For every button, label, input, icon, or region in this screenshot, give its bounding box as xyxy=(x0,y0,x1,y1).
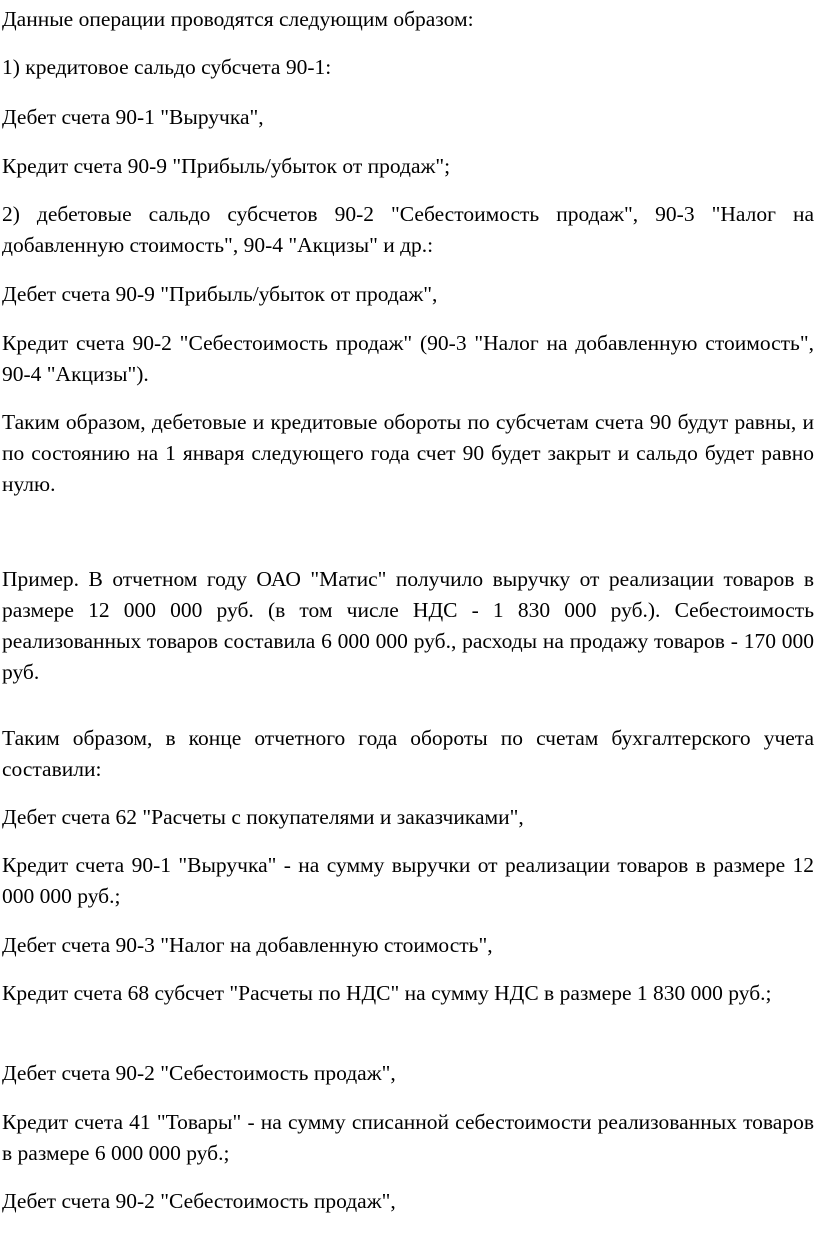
paragraph-turnovers: Таким образом, в конце отчетного года обороты по счетам бухгалтерского учета составили: xyxy=(2,726,814,781)
paragraph-credit-90-9: Кредит счета 90-9 "Прибыль/убыток от продаж"; xyxy=(2,154,451,178)
paragraph-debit-62: Дебет счета 62 "Расчеты с покупателями и заказчиками", xyxy=(2,805,524,829)
paragraph-intro: Данные операции проводятся следующим образом: xyxy=(2,7,474,31)
paragraph-credit-balance: 1) кредитовое сальдо субсчета 90-1: xyxy=(2,55,332,79)
paragraph-debit-90-9: Дебет счета 90-9 "Прибыль/убыток от продаж", xyxy=(2,282,438,306)
paragraph-credit-90-1: Кредит счета 90-1 "Выручка" - на сумму выручки от реализации товаров в размере 12 000 000 руб.; xyxy=(2,853,814,908)
paragraph-debit-90-2-second: Дебет счета 90-2 "Себестоимость продаж", xyxy=(2,1189,396,1213)
paragraph-example: Пример. В отчетном году ОАО "Матис" получило выручку от реализации товаров в размере 12 000 000 руб. (в том числе НДС - 1 830 000 руб.). Себестоимость реализованных товаров составила 6 000 000 руб., расходы на продажу товаров - 170 000 руб. xyxy=(2,567,814,684)
paragraph-conclusion: Таким образом, дебетовые и кредитовые обороты по субсчетам счета 90 будут равны, и по состоянию на 1 января следующего года счет 90 будет закрыт и сальдо будет равно нулю. xyxy=(2,410,814,496)
paragraph-credit-68: Кредит счета 68 субсчет "Расчеты по НДС" на сумму НДС в размере 1 830 000 руб.; xyxy=(2,981,772,1005)
paragraph-credit-41: Кредит счета 41 "Товары" - на сумму списанной себестоимости реализованных товаров в размере 6 000 000 руб.; xyxy=(2,1110,814,1165)
paragraph-credit-90-2: Кредит счета 90-2 "Себестоимость продаж" (90-3 "Налог на добавленную стоимость", 90-4 "Акцизы"). xyxy=(2,331,814,386)
paragraph-debit-balances: 2) дебетовые сальдо субсчетов 90-2 "Себестоимость продаж", 90-3 "Налог на добавленную стоимость", 90-4 "Акцизы" и др.: xyxy=(2,202,814,257)
paragraph-debit-90-1: Дебет счета 90-1 "Выручка", xyxy=(2,105,264,129)
paragraph-debit-90-2-first: Дебет счета 90-2 "Себестоимость продаж", xyxy=(2,1061,396,1085)
paragraph-debit-90-3: Дебет счета 90-3 "Налог на добавленную стоимость", xyxy=(2,933,493,957)
